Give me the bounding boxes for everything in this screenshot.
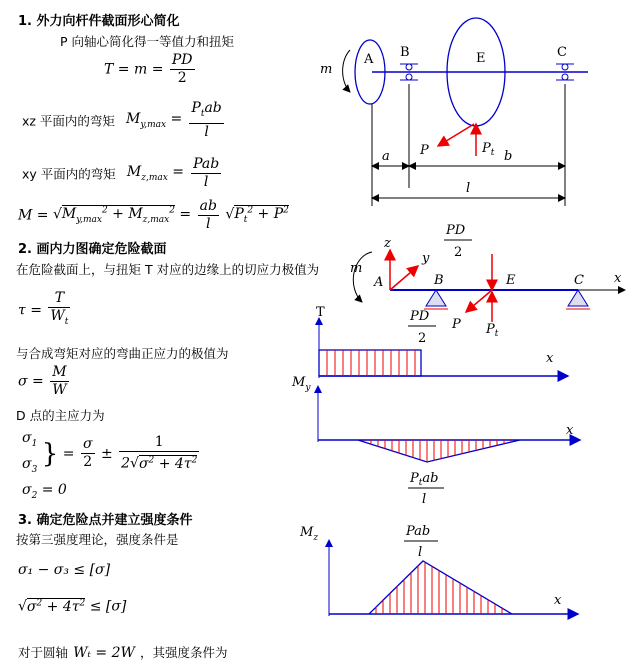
section-1-heading: 1. 外力向杆件截面形心简化 (18, 14, 180, 29)
label-t: T (316, 305, 325, 320)
label-c: C (557, 45, 567, 60)
diagram-my (291, 375, 580, 507)
label-y: y (422, 251, 430, 266)
label-c2: C (574, 273, 584, 288)
label-pd-bottom: PD (410, 309, 430, 324)
formula-mz: xy 平面内的弯矩 $M_{z,max}$ = $\frac{\text{Pab}}{l}$ (22, 156, 220, 190)
label-t-x: x (546, 351, 554, 366)
label-b2: B (434, 273, 444, 288)
section-2-heading: 2. 画内力图确定危险截面 (18, 242, 167, 257)
label-pt2: $P_t$ (486, 322, 499, 339)
formula-ineq1: σ₁ − σ₃ ≤ [σ] (18, 562, 111, 578)
diagram-mz (299, 524, 578, 616)
round-shaft-line: 对于圆轴 Wₜ = 2W ，其强度条件为 (18, 645, 228, 661)
torque-m2-arrow (353, 252, 372, 302)
force-p2-arrow (466, 290, 492, 312)
label-pd-top: PD (446, 223, 466, 238)
formula-tau: τ = $\frac{T}{W_t}$ (18, 290, 69, 327)
label-my-x: x (566, 423, 574, 438)
torque-hatch (327, 350, 415, 376)
y-axis-arrow (390, 266, 418, 290)
torque-m-arrow (343, 50, 350, 92)
label-two-bottom: 2 (418, 331, 427, 346)
label-mz-l: l (418, 545, 423, 560)
formula-torque: T = m = $\frac{PD}{2}$ (104, 52, 193, 86)
label-mz-x: x (554, 593, 562, 608)
label-p2: P (452, 317, 461, 332)
diagram-simplified-beam (350, 223, 625, 346)
torque-rect (319, 350, 421, 376)
principal-intro-text: D 点的主应力为 (16, 408, 105, 423)
formula-sigma2: $\sigma_2 = 0$ (22, 482, 67, 501)
formula-m-total: $M = √M_{y,max}^2 + M_{z,max}^2$ = $\frac{ab}{l}$ $√P_t^2 + P^2$ (18, 198, 289, 232)
label-two-top: 2 (454, 245, 463, 260)
label-dim-b: b (504, 149, 513, 164)
section-3-heading: 3. 确定危险点并建立强度条件 (18, 513, 193, 528)
label-x2: x (614, 271, 622, 286)
formula-principal: $\sigma_1$ $\sigma_3$ } = $\frac{\sigma}{2}$ ± $\frac{1}{2√\sigma^2 + 4\tau^2}$ (22, 430, 198, 475)
label-my-val: $P_tab$ (410, 471, 439, 488)
label-m: m (320, 62, 333, 77)
label-mz: $M_z$ (300, 525, 319, 543)
my-triangle (358, 440, 520, 462)
normal-intro-text: 与合成弯矩对应的弯曲正应力的极值为 (16, 346, 229, 361)
support-c (566, 290, 590, 309)
label-dim-l: l (466, 181, 471, 196)
support-b (424, 290, 448, 309)
p-simplify-text: P 向轴心简化得一等值力和扭矩 (60, 34, 235, 49)
danger-intro-text: 在危险截面上，与扭矩 T 对应的边缘上的切应力极值为 (16, 262, 320, 277)
label-my-l: l (422, 492, 427, 507)
label-m2: m (350, 261, 363, 276)
third-theory-text: 按第三强度理论，强度条件是 (16, 532, 179, 547)
diagram-shaft-pulleys (320, 18, 588, 206)
label-z: z (384, 236, 391, 251)
label-pt: $P_t$ (482, 141, 495, 158)
my-hatch (364, 440, 511, 462)
label-p: P (420, 143, 429, 158)
label-a: A (364, 52, 374, 67)
label-my: $M_y$ (292, 375, 311, 393)
force-p-arrow (438, 124, 474, 146)
label-e2: E (506, 273, 516, 288)
formula-my: xz 平面内的弯矩 $M_{y,max}$ = $\frac{P_tab}{l}$ (22, 100, 222, 140)
label-b: B (400, 45, 410, 60)
label-dim-a: a (382, 149, 390, 164)
diagram-torque (316, 305, 568, 378)
label-a2: A (374, 275, 384, 290)
label-mz-val: Pab (406, 524, 431, 539)
label-e: E (476, 51, 486, 66)
formula-ineq2: $√\sigma^2 + 4\tau^2 \le [\sigma]$ (18, 598, 127, 615)
formula-sigma: σ = $\frac{M}{W}$ (18, 364, 67, 398)
